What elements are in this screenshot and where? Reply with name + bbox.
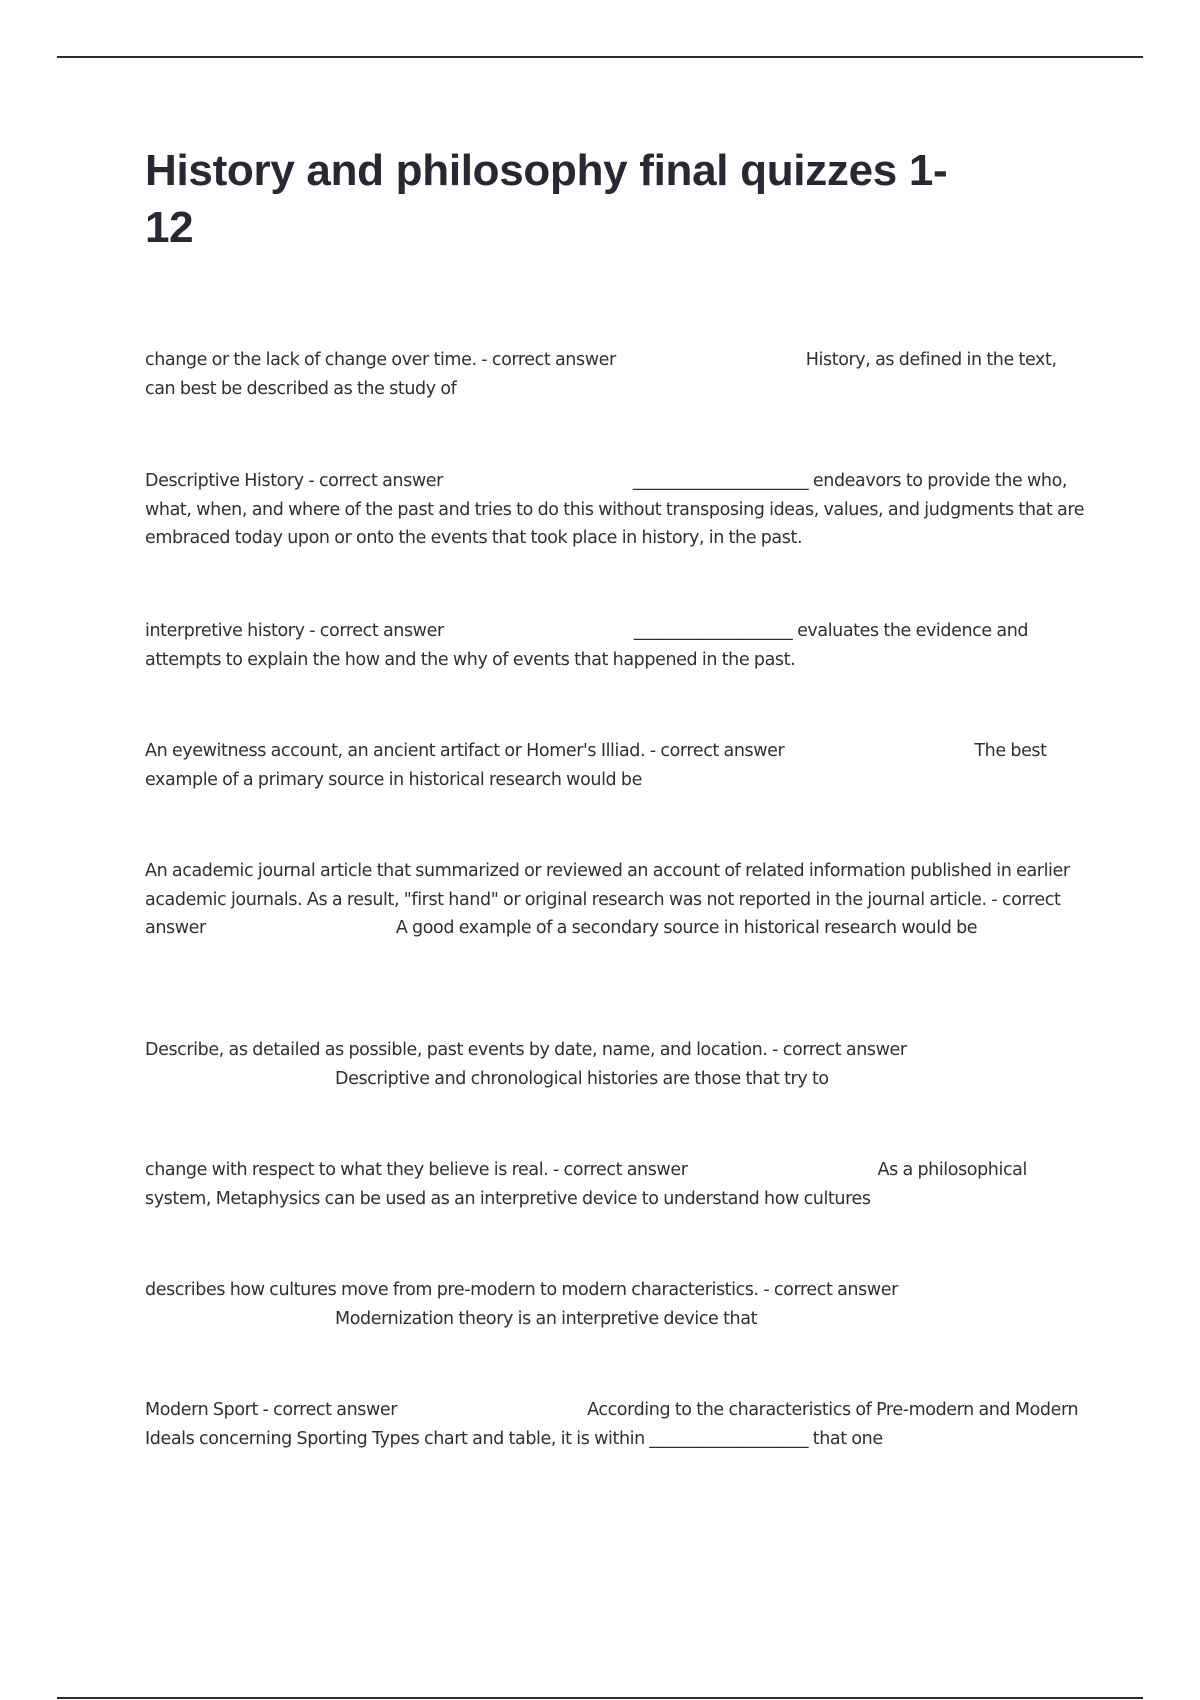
bottom-divider [57, 1697, 1143, 1699]
answer-text: change or the lack of change over time. - correct answer [145, 350, 616, 370]
answer-text: Descriptive History - correct answer [145, 471, 443, 491]
quiz-entry-2 [145, 467, 1085, 553]
question-text: _____________________ endeavors to provide the who, what, when, and where of the past and tries to do this without transposing ideas, values, and judgments that are embraced today upon or onto the events that took place in history, in the past. [145, 471, 1085, 548]
quiz-entry-8 [145, 1276, 1085, 1333]
question-text: History, as defined in the text, can best be described as the study of [145, 350, 1057, 399]
question-text: Descriptive and chronological histories are those that try to [335, 1068, 829, 1089]
quiz-entry-1 [145, 346, 1085, 403]
quiz-entry-3 [145, 617, 1085, 674]
quiz-entry-7 [145, 1156, 1085, 1213]
question-text: As a philosophical system, Metaphysics can be used as an interpretive device to understand how cultures [145, 1160, 1027, 1209]
answer-text: interpretive history - correct answer [145, 621, 444, 641]
answer-text: Modern Sport - correct answer [145, 1400, 398, 1420]
answer-text: change with respect to what they believe is real. - correct answer [145, 1160, 688, 1180]
document-title [145, 142, 1065, 256]
question-text: The best example of a primary source in historical research would be [145, 741, 1047, 790]
quiz-entry-5 [145, 857, 1085, 943]
title-line-2: 12 [145, 203, 194, 252]
answer-text: describes how cultures move from pre-modern to modern characteristics. - correct answer [145, 1280, 898, 1300]
question-text: Modernization theory is an interpretive device that [335, 1308, 758, 1329]
quiz-entry-6 [145, 1036, 1085, 1093]
top-divider [57, 56, 1143, 58]
title-line-1: History and philosophy final quizzes 1- [145, 146, 948, 195]
question-text: According to the characteristics of Pre-modern and Modern Ideals concerning Sporting Types chart and table, it is within ___________________ that one [145, 1400, 1079, 1449]
answer-text: An eyewitness account, an ancient artifact or Homer's Illiad. - correct answer [145, 741, 785, 761]
question-text: A good example of a secondary source in historical research would be [395, 918, 978, 938]
answer-text: An academic journal article that summarized or reviewed an account of related information published in earlier academic journals. As a result, "first hand" or original research was not reported in the journal article. - correct answer [145, 861, 1070, 938]
quiz-entry-4 [145, 737, 1085, 794]
answer-text: Describe, as detailed as possible, past events by date, name, and location. - correct answer [145, 1040, 907, 1060]
question-text: ___________________ evaluates the evidence and attempts to explain the how and the why of events that happened in the past. [145, 621, 1029, 670]
quiz-entry-9 [145, 1396, 1085, 1453]
